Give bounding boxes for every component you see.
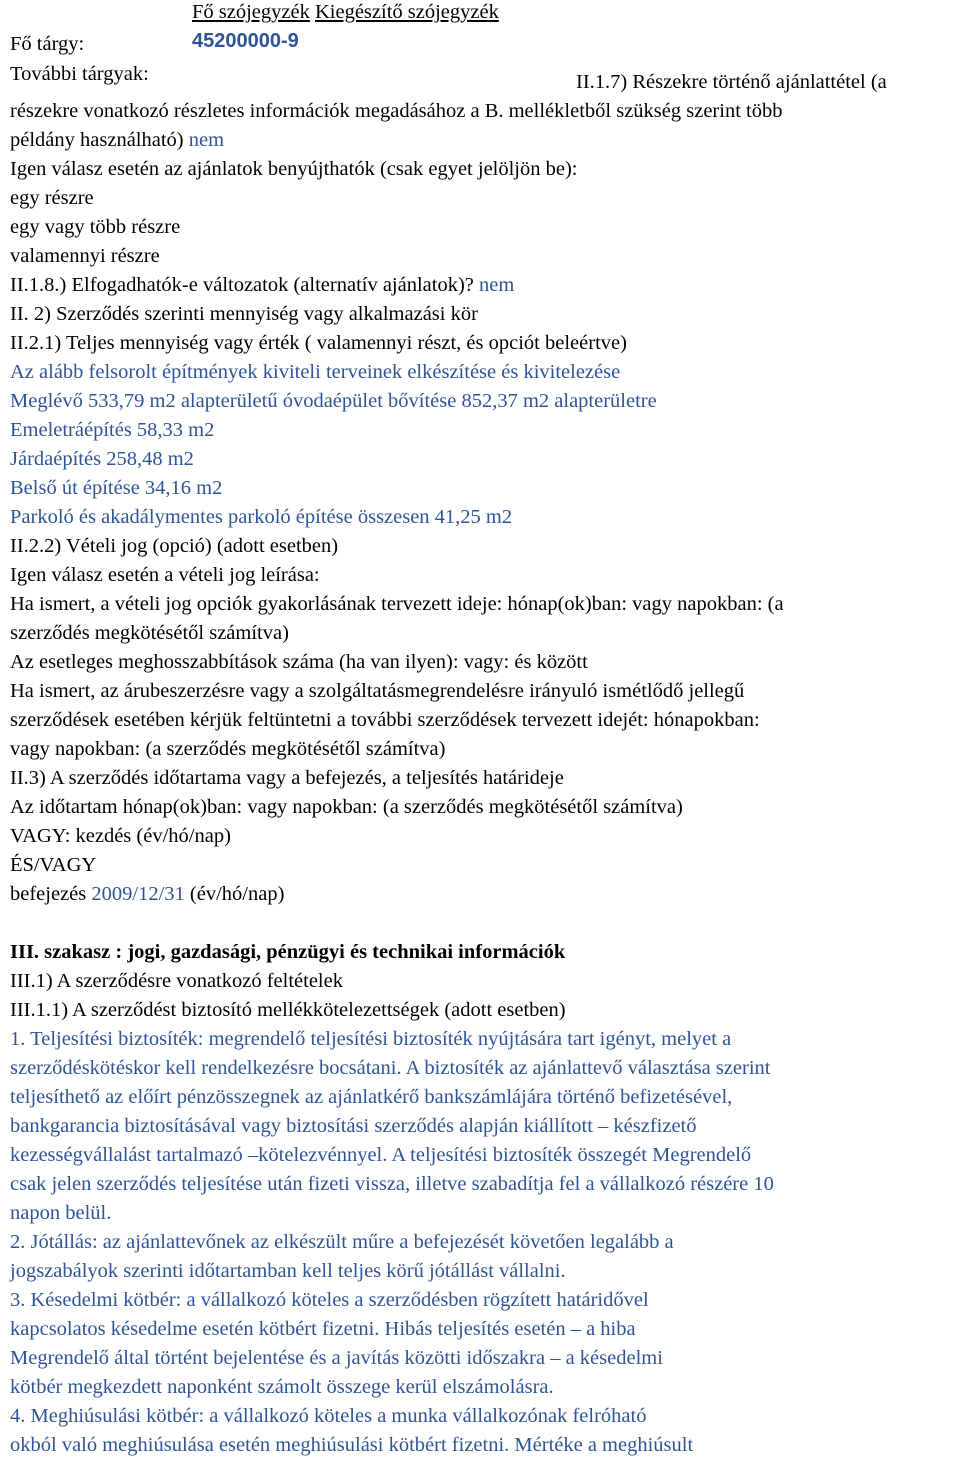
warranty-line: 2. Jótállás: az ajánlattevőnek az elkészült műre a befejezését követően legalább a [10,1231,674,1253]
end-date-unit: (év/hó/nap) [189,883,285,905]
recurring-line-3: vagy napokban: (a szerződés megkötésétől számítva) [10,738,446,760]
guarantee-line: teljesíthető az előírt pénzösszegnek az ajánlatkérő bankszámlájára történő befizetésével, [10,1086,733,1108]
recurring-line-1: Ha ismert, az árubeszerzésre vagy a szolgáltatásmegrendelésre irányuló ismétlődő jellegű [10,680,745,702]
lots-option-2: egy vagy több részre [10,216,181,238]
main-vocabulary-link[interactable]: Fő szójegyzék [192,1,310,23]
delay-penalty-line: kötbér megkezdett naponként számolt összege kerül elszámolásra. [10,1376,554,1398]
delay-penalty-line: kapcsolatos késedelme esetén kötbért fizetni. Hibás teljesítés esetén – a hiba [10,1318,636,1340]
extensions-line: Az esetleges meghosszabbítások száma (ha van ilyen): vagy: és között [10,651,588,673]
guarantee-line: szerződéskötéskor kell rendelkezésre bocsátani. A biztosíték az ajánlattevő választása szerint [10,1057,771,1079]
and-or-line: ÉS/VAGY [10,854,97,876]
section-II2-heading: II. 2) Szerződés szerinti mennyiség vagy alkalmazási kör [10,303,478,325]
end-date-line [10,882,284,906]
lot-line-2: részekre vonatkozó részletes információk megadásához a B. mellékletből szükség szerint több [10,100,783,122]
lots-option-3: valamennyi részre [10,245,160,267]
guarantee-line: bankgarancia biztosításával vagy biztosítási szerződés alapján kiállított – készfizető [10,1115,697,1137]
section-II22-heading: II.2.2) Vételi jog (opció) (adott esetben) [10,535,339,557]
vocabulary-links [192,0,499,24]
failure-penalty-line: okból való meghiúsulása esetén meghiúsulási kötbért fizetni. Mértéke a meghiúsult [10,1434,694,1456]
scope-line-5: Belső út építése 34,16 m2 [10,477,223,499]
start-date-line: VAGY: kezdés (év/hó/nap) [10,825,231,847]
end-date-value: 2009/12/31 [91,883,185,905]
option-time-line-2: szerződés megkötésétől számítva) [10,622,289,644]
guarantee-line: kezességvállalást tartalmazó –kötelezvénnyel. A teljesítési biztosíték összegét Megrendelő [10,1144,752,1166]
lot-answer: nem [188,129,225,151]
duration-line: Az időtartam hónap(ok)ban: vagy napokban: (a szerződés megkötésétől számítva) [10,796,683,818]
lot-line-3 [10,128,224,152]
scope-line-6: Parkoló és akadálymentes parkoló építése összesen 41,25 m2 [10,506,513,528]
option-time-line-1: Ha ismert, a vételi jog opciók gyakorlásának tervezett ideje: hónap(ok)ban: vagy napokban: (a [10,593,784,615]
lots-option-1: egy részre [10,187,94,209]
variants-row [10,273,514,297]
section-II3-heading: II.3) A szerződés időtartama vagy a befejezés, a teljesítés határideje [10,767,564,789]
lots-question: Igen válasz esetén az ajánlatok benyújthatók (csak egyet jelöljön be): [10,158,578,180]
delay-penalty-line: Megrendelő által történt bejelentése és a javítás közötti időszakra – a késedelmi [10,1347,663,1369]
lot-line-3-text: példány használható) [10,129,184,151]
scope-line-2: Meglévő 533,79 m2 alapterületű óvodaépület bővítése 852,37 m2 alapterületre [10,390,657,412]
scope-line-3: Emeletráépítés 58,33 m2 [10,419,215,441]
end-date-label: befejezés [10,883,87,905]
recurring-line-2: szerződések esetében kérjük feltüntetni a további szerződések tervezett idejét: hónapokban: [10,709,760,731]
supplementary-vocabulary-link[interactable]: Kiegészítő szójegyzék [314,1,499,23]
main-subject-code: 45200000-9 [192,30,299,52]
warranty-line: jogszabályok szerinti időtartamban kell teljes körű jótállást vállalni. [10,1260,566,1282]
section-III1-heading: III.1) A szerződésre vonatkozó feltételek [10,970,343,992]
section-III11-heading: III.1.1) A szerződést biztosító mellékkötelezettségek (adott esetben) [10,999,566,1021]
option-description: Igen válasz esetén a vételi jog leírása: [10,564,320,586]
delay-penalty-line: 3. Késedelmi kötbér: a vállalkozó köteles a szerződésben rögzített határidővel [10,1289,649,1311]
guarantee-line: napon belül. [10,1202,112,1224]
variants-answer: nem [479,274,515,296]
variants-question: II.1.8.) Elfogadhatók-e változatok (alternatív ajánlatok)? [10,274,474,296]
failure-penalty-line: 4. Meghiúsulási kötbér: a vállalkozó köteles a munka vállalkozónak felróható [10,1405,647,1427]
guarantee-line: 1. Teljesítési biztosíték: megrendelő teljesítési biztosíték nyújtására tart igényt, melyet a [10,1028,732,1050]
scope-line-4: Járdaépítés 258,48 m2 [10,448,194,470]
scope-line-1: Az alább felsorolt építmények kiviteli terveinek elkészítése és kivitelezése [10,361,621,383]
section-III-heading: III. szakasz : jogi, gazdasági, pénzügyi és technikai információk [10,941,566,963]
main-subject-label: Fő tárgy: [10,33,85,55]
lot-heading: II.1.7) Részekre történő ajánlattétel (a [576,71,887,93]
additional-subjects-label: További tárgyak: [10,63,149,85]
section-II21-heading: II.2.1) Teljes mennyiség vagy érték ( valamennyi részt, és opciót beleértve) [10,332,627,354]
guarantee-line: csak jelen szerződés teljesítése után fizeti vissza, illetve szabadítja fel a vállalkozó részére 10 [10,1173,774,1195]
